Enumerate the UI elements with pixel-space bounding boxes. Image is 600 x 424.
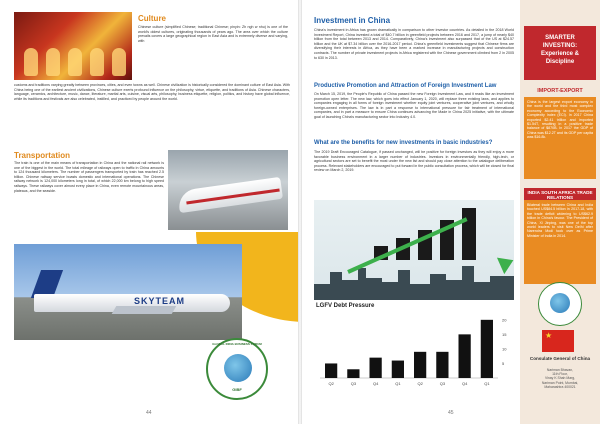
dancer-figure <box>68 48 82 76</box>
y-tick-label: 15 <box>502 331 507 337</box>
china-flag-icon <box>542 330 574 352</box>
x-tick-label: Q4 <box>461 381 468 386</box>
chart-bar <box>347 369 359 378</box>
import-export-text: China is the largest export economy in the world and the third most complex economy according to the Economic Complexity Index (ECI). In 2017 China exported $2.41 trillion and imported $1.54T, resulting in a positive trade balance of $870B. In 2017 the GDP of China was $12.2T and its GDP per capita was $16.8k. <box>524 97 596 179</box>
x-tick-label: Q2 <box>328 381 334 386</box>
globe-icon <box>550 293 570 313</box>
page-number-right: 45 <box>448 410 454 416</box>
chart-title: LGFV Debt Pressure <box>316 303 375 309</box>
benefits-heading: What are the benefits for new investments in basic industries? <box>314 140 493 146</box>
culture-body-text: customs and traditions varying greatly between provinces, cities, and even towns as well. Chinese civilization is historically considered the dominant culture of East Asia. With China being one of the earliest ancient civilizations, Chinese culture exerts profound influence on the philosophy, virtue, etiquette, and traditions of Asia. Chinese characters, language, ceramics, architecture, music, dance, literature, martial arts, cuisine, visual arts, philosophy, business etiquette, religion, politics, and history have global influence, while its traditions and festivals are also celebrated, instilled, and practiced by people around the world. <box>14 83 290 101</box>
logo-arc-text: GLOBAL INDIA BUSINESS FORUM <box>212 342 262 346</box>
address-line: 11th Floor, <box>552 372 568 377</box>
x-tick-label: Q1 <box>395 381 401 386</box>
investment-heading: Investment in China <box>314 16 391 25</box>
transportation-heading: Transportation <box>14 151 71 160</box>
culture-intro-text: Chinese culture (simplified Chinese; traditional Chinese; pinyin: Zh ngh w nhu) is one of the world's oldest cultures, originating thousands of years ago. The area over which the culture prevails covers a large geographical region in East Asia and is extremely diverse and varying, with <box>138 25 288 43</box>
chart-bar <box>370 358 382 378</box>
transportation-text: The train is one of the main means of transportation in China and the national rail network is one of the biggest in the world. The total mileage of railways open to traffic in China amounts to 124 thousand kilometers. The number of passengers transported by train has reached 2.5 billion. Chinese railway service boasts domestic and international operations. The Chinese railway network is 124,000 kilometers long in total, of which 22,000 km belong to high speed railways. These railways cover almost every place in China, even remote mountainous areas, plateaus, and the seaside. <box>14 161 164 193</box>
dancer-figure <box>24 48 38 76</box>
chart-bar <box>481 320 493 378</box>
consulate-address <box>524 368 596 389</box>
smarter-investing-box <box>524 26 596 80</box>
gibf-logo <box>538 282 582 326</box>
right-page <box>302 0 600 424</box>
y-tick-label: 10 <box>502 346 507 352</box>
plane-livery-text: SKYTEAM <box>134 296 186 306</box>
gibf-logo <box>206 338 268 400</box>
plane-wing <box>112 306 177 314</box>
address-line: Maharashtra 400021 <box>544 384 576 389</box>
chart-bar <box>325 363 337 378</box>
x-tick-label: Q3 <box>439 381 446 386</box>
dancer-figure <box>112 48 126 76</box>
page-number-left: 44 <box>146 410 152 416</box>
city-skyline <box>314 260 514 300</box>
dancer-figure <box>90 48 104 76</box>
airplane-photo <box>14 244 242 340</box>
x-tick-label: Q1 <box>484 381 490 386</box>
left-page <box>0 0 298 424</box>
chart-bar <box>459 334 471 378</box>
smart-line: SMARTER <box>545 35 575 41</box>
logo-text: GIBF <box>232 387 242 392</box>
x-tick-label: Q2 <box>417 381 423 386</box>
high-speed-train-photo <box>168 150 288 230</box>
import-export-title: IMPORT-EXPORT <box>537 88 583 94</box>
trade-relations-title: INDIA SOUTH AFRICA TRADE RELATIONS <box>524 188 596 202</box>
chart-bar <box>414 352 426 378</box>
x-tick-label: Q4 <box>372 381 379 386</box>
globe-icon <box>224 354 252 382</box>
address-line: Nariman Bhavan, <box>546 368 574 372</box>
trade-relations-text: Bilateral trade between China and India touched US$84.5 billion in 2017-18, with the trade deficit widening to US$62.9 billion in China's favour. The President of China, Xi Jinping, was one of the top world leaders to visit New Delhi after Narendra Modi took over as Prime Minister of India in 2014. <box>524 200 596 284</box>
address-line: Vinay K Shah Marg, <box>544 376 576 381</box>
fdi-text: On March 15, 2019, the People's Republic of China passed the new Foreign Investment Law, and it reads like an investment promotion open letter. The new law, which goes into effect January 1, 2020, will replace three existing laws, and applies to companies engaging in all forms of foreign investment whether equity joint ventures, cooperative joint ventures, and wholly foreign-owned enterprises. The law is in part a response to international pressure for fair treatment of international companies, and in part a measure to ensure China continues advancing the Made in China 2025 initiative, with the ultimate goal of launching China's manufacturing sector into Industry 4.0. <box>314 92 514 119</box>
chart-bar <box>436 352 448 378</box>
chart-bar <box>392 361 404 378</box>
growth-illustration <box>314 200 514 300</box>
smart-line: Discipline <box>545 59 575 65</box>
lgfv-debt-bar-chart <box>314 310 514 390</box>
x-tick-label: Q3 <box>350 381 357 386</box>
investment-text: China's investment in Africa has grown dramatically in comparison to other investor countries. As detailed in the 2018 World Investment Report, China invested a total of $40.7 billion in greenfield projects between 2016 and 2017, a jump of nearly $40 billion from the total between 2013 and 2014. Comparatively, China's investment also surpassed that of the US at $24.57 billion and the UK at $7.34 billion over the 2016-2017 period. China's greenfield investments suggest that Chinese firms are diversifying their interests in Africa, as they have been a marked increase in manufacturing projects and construction contracts. The number of private investment projects in Africa registered with the Chinese government climbed from 2 in 2005 to 630 in 2013. <box>314 28 514 60</box>
y-tick-label: 5 <box>502 360 505 366</box>
arrow-head-icon <box>497 252 514 274</box>
culture-photo <box>14 12 132 80</box>
illustration-bar <box>462 208 476 260</box>
address-line: Nariman Point, Mumbai, <box>541 380 579 385</box>
benefits-text: The 2019 Draft Encouraged Catalogue, if passed unchanged, will be positive for foreign investors as they will enjoy a more favorable business environment in a larger number of industries. Investors in environmentally friendly, high-tech, or agricultural sectors are set to benefit the most under the new list and should pay close attention to the catalogue deliberation process. Relevant stakeholders are encouraged to put forward in the public consultation process, which will be closed for final review on March 2, 2019. <box>314 150 514 173</box>
fdi-heading: Productive Promotion and Attraction of Foreign Investment Law <box>314 83 497 89</box>
smart-line: Experience & <box>540 51 580 57</box>
smart-line: INVESTING: <box>542 43 578 49</box>
culture-heading: Culture <box>138 14 166 23</box>
dancer-figure <box>46 48 60 76</box>
y-tick-label: 20 <box>502 317 507 323</box>
consulate-title: Consulate General of China <box>529 356 591 361</box>
star-icon: ★ <box>545 331 553 340</box>
